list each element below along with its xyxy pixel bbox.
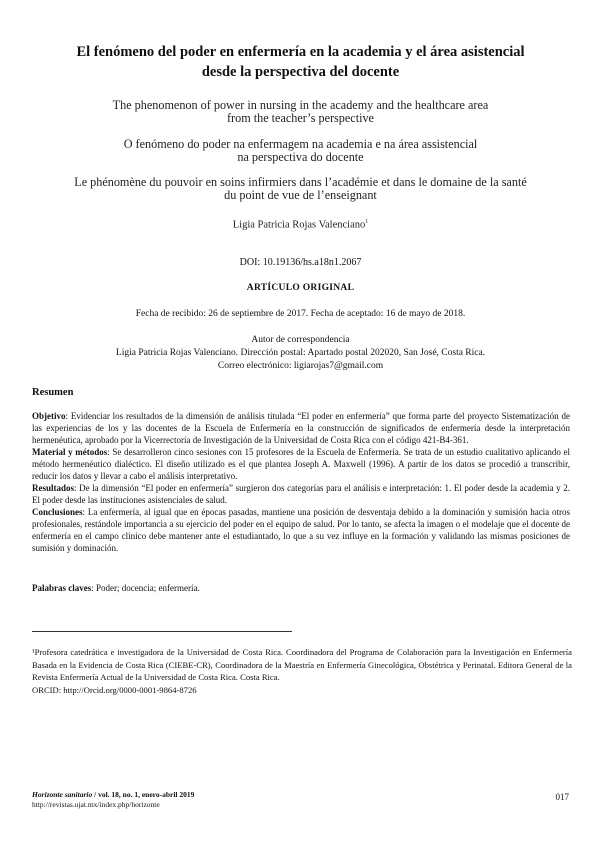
conclusions-text: : La enfermería, al igual que en épocas pasadas, mantiene una posición de desventaja debido a la dominación y sumisión hacia otros profesionales, restándole importancia a su ejercicio del poder en el equipo de salud. Por lo tanto, se afecta la imagen o el modelaje que el docente de enfermería en el campo clínico debe mantener ante el estudiantado, lo que a su vez influye en la formación y validando las mismas posiciones de sumisión y dominación.: [32, 507, 570, 553]
title-french-line-2: du point de vue de l’enseignant: [224, 188, 377, 202]
abstract-conclusions: [32, 506, 570, 554]
title-portuguese-line-1: O fenómeno do poder na enfermagem na academia e na área assistencial: [123, 137, 478, 151]
abstract-objective: [32, 410, 570, 446]
author-line: [0, 219, 601, 231]
results-label: Resultados: [32, 483, 75, 493]
abstract-results: [32, 482, 570, 506]
correspondence-email[interactable]: Correo electrónico: ligiarojas7@gmail.com: [217, 361, 384, 371]
title-french: [40, 176, 561, 202]
journal-issue: / vol. 18, no. 1, enero-abril 2019: [92, 790, 195, 799]
correspondence-address: Ligia Patricia Rojas Valenciano. Dirección postal: Apartado postal 202020, San José, Costa Rica.: [115, 348, 486, 358]
results-text: : De la dimensión “El poder en enfermería” surgieron dos categorías para el análisis e interpretación: 1. El poder desde la academia y 2. El poder desde las instituciones asistenciales de salud.: [32, 483, 570, 505]
title-english-line-1: The phenomenon of power in nursing in the academy and the healthcare area: [112, 98, 489, 112]
doi[interactable]: DOI: 10.19136/hs.a18n1.2067: [239, 257, 362, 268]
keywords-label: Palabras claves: [32, 583, 92, 593]
title-portuguese: [40, 138, 561, 164]
author-footnote-mark: 1: [365, 219, 369, 225]
methods-text: : Se desarrolleron cinco sesiones con 15 profesores de la Escuela de Enfermería. Se trata de un estudio cualitativo aplicando el método hermenéutico dialéctico. El diseño utilizado es el que plantea Joseph A. Maxwell (1996). A partir de los datos se procedió a transcribir, reducir los datos y llevar a cabo el análisis interpretativo.: [32, 447, 570, 481]
received-accepted-dates: Fecha de recibido: 26 de septiembre de 2017. Fecha de aceptado: 16 de mayo de 2018.: [135, 309, 466, 319]
abstract-methods: [32, 446, 570, 482]
journal-citation: [32, 790, 194, 800]
objective-label: Objetivo: [32, 411, 66, 421]
conclusions-label: Conclusiones: [32, 507, 83, 517]
article-type: ARTÍCULO ORIGINAL: [246, 283, 355, 293]
title-line-1: El fenómeno del poder en enfermería en la academia y el área asistencial: [76, 44, 525, 60]
title-english: [40, 99, 561, 125]
correspondence-block: [0, 334, 601, 373]
footnote: [32, 646, 572, 696]
page-number: 017: [555, 792, 569, 802]
article-title: [40, 42, 561, 82]
journal-url[interactable]: http://revistas.ujat.mx/index.php/horizonte: [32, 800, 160, 809]
footnote-orcid[interactable]: ORCID: http://Orcid.org/0000-0001-9864-8726: [32, 684, 197, 695]
correspondence-heading: Autor de correspondencia: [251, 335, 350, 345]
page-footer: [32, 790, 194, 810]
objective-text: : Evidenciar los resultados de la dimensión de análisis titulada “El poder en enfermería” que forma parte del proyecto Sistematización de las experiencias de los y las docentes de la Escuela de Enfermería en la construcción de significados de enfermería desde la interpretación hermenéutica, aprobado por la Vicerrectoría de Investigación de la Universidad de Costa Rica con el código 421-B4-361.: [32, 411, 570, 445]
title-english-line-2: from the teacher’s perspective: [227, 111, 374, 125]
journal-name: Horizonte sanitario: [32, 790, 93, 799]
abstract-heading: Resumen: [32, 387, 74, 398]
author-name: Ligia Patricia Rojas Valenciano: [232, 219, 366, 231]
title-french-line-1: Le phénomène du pouvoir en soins infirmiers dans l’académie et dans le domaine de la santé: [74, 175, 527, 189]
footnote-affiliation: ¹Profesora catedrática e investigadora de la Universidad de Costa Rica. Coordinadora del Programa de Colaboración para la Investigación en Enfermería Basada en la Evidencia de Costa Rica (CIEBE-CR), Coordinadora de la Maestría en Enfermería Ginecológica, Obstétrica y Perinatal. Editora General de la Revista Enfermería Actual de la Universidad de Costa Rica. Costa Rica.: [32, 647, 572, 682]
abstract-body: [32, 410, 570, 554]
title-line-2: desde la perspectiva del docente: [201, 64, 400, 80]
methods-label: Material y métodos: [32, 447, 108, 457]
keywords-text: : Poder; docencia; enfermería.: [91, 583, 200, 593]
footnote-divider: [32, 631, 292, 632]
title-portuguese-line-2: na perspectiva do docente: [237, 150, 364, 164]
keywords: [32, 583, 200, 593]
